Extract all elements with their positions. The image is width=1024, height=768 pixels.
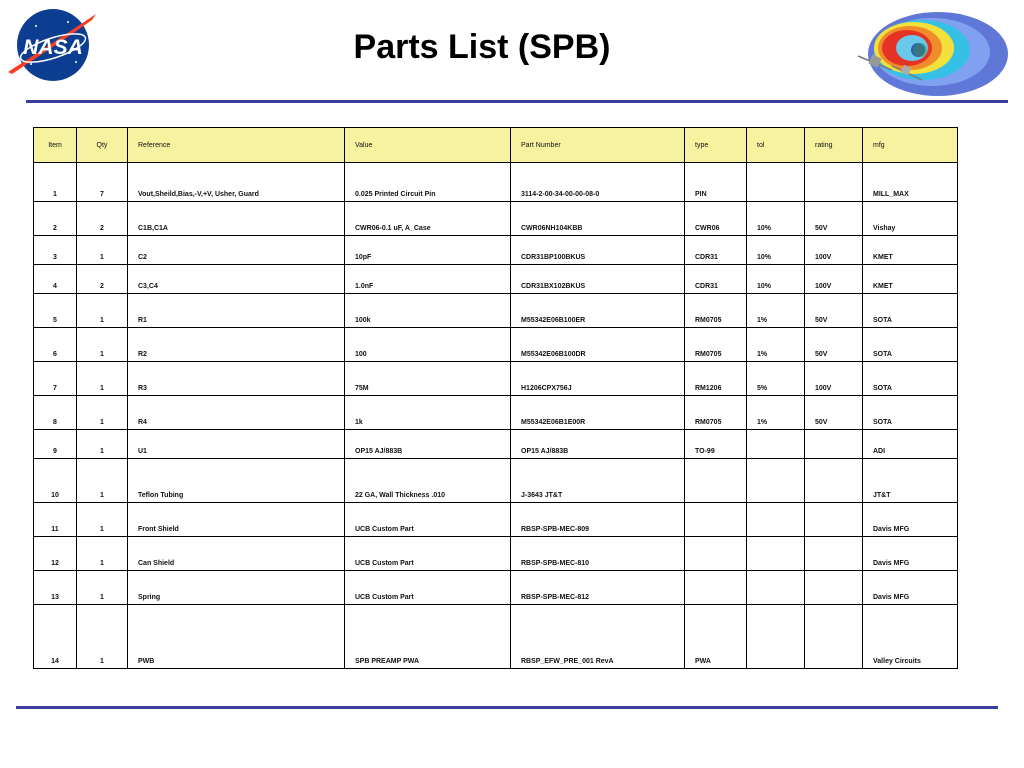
cell-part-number: RBSP_EFW_PRE_001 RevA: [511, 605, 685, 669]
cell-tol: 10%: [747, 236, 805, 265]
header-rating: rating: [805, 128, 863, 163]
cell-reference: C3,C4: [128, 265, 345, 294]
cell-item: 14: [34, 605, 77, 669]
cell-tol: [747, 430, 805, 459]
cell-mfg: Davis MFG: [863, 571, 958, 605]
cell-item: 12: [34, 537, 77, 571]
cell-qty: 1: [77, 459, 128, 503]
cell-item: 11: [34, 503, 77, 537]
table-header-row: [34, 128, 958, 163]
cell-type: [685, 503, 747, 537]
table-row: [34, 459, 958, 503]
cell-mfg: KMET: [863, 236, 958, 265]
cell-tol: [747, 503, 805, 537]
table-row: [34, 503, 958, 537]
table-row: [34, 430, 958, 459]
cell-qty: 1: [77, 362, 128, 396]
cell-type: [685, 537, 747, 571]
cell-rating: 100V: [805, 265, 863, 294]
cell-reference: Spring: [128, 571, 345, 605]
cell-value: 100k: [345, 294, 511, 328]
cell-type: RM0705: [685, 396, 747, 430]
cell-rating: 50V: [805, 202, 863, 236]
cell-reference: C1B,C1A: [128, 202, 345, 236]
cell-reference: PWB: [128, 605, 345, 669]
header-tol: tol: [747, 128, 805, 163]
table-row: [34, 294, 958, 328]
cell-rating: [805, 537, 863, 571]
cell-item: 8: [34, 396, 77, 430]
cell-value: SPB PREAMP PWA: [345, 605, 511, 669]
cell-rating: 50V: [805, 396, 863, 430]
cell-rating: [805, 163, 863, 202]
header-reference: Reference: [128, 128, 345, 163]
cell-value: 75M: [345, 362, 511, 396]
bottom-divider: [16, 706, 998, 709]
cell-value: 100: [345, 328, 511, 362]
cell-reference: R2: [128, 328, 345, 362]
table-row: [34, 236, 958, 265]
cell-qty: 1: [77, 430, 128, 459]
header-value: Value: [345, 128, 511, 163]
cell-part-number: OP15 AJ/883B: [511, 430, 685, 459]
cell-mfg: ADI: [863, 430, 958, 459]
cell-rating: [805, 459, 863, 503]
cell-tol: [747, 163, 805, 202]
cell-type: TO-99: [685, 430, 747, 459]
cell-part-number: CWR06NH104KBB: [511, 202, 685, 236]
cell-mfg: MILL_MAX: [863, 163, 958, 202]
cell-value: 1.0nF: [345, 265, 511, 294]
cell-type: RM0705: [685, 294, 747, 328]
cell-item: 10: [34, 459, 77, 503]
cell-reference: Front Shield: [128, 503, 345, 537]
cell-type: RM1206: [685, 362, 747, 396]
table-row: [34, 202, 958, 236]
cell-rating: [805, 605, 863, 669]
cell-value: 22 GA, Wall Thickness .010: [345, 459, 511, 503]
cell-item: 2: [34, 202, 77, 236]
cell-part-number: M55342E06B100ER: [511, 294, 685, 328]
cell-qty: 1: [77, 503, 128, 537]
cell-mfg: SOTA: [863, 294, 958, 328]
cell-item: 5: [34, 294, 77, 328]
cell-qty: 2: [77, 265, 128, 294]
cell-qty: 1: [77, 236, 128, 265]
cell-type: PIN: [685, 163, 747, 202]
cell-part-number: 3114-2-00-34-00-00-08-0: [511, 163, 685, 202]
cell-type: CDR31: [685, 265, 747, 294]
cell-rating: 100V: [805, 236, 863, 265]
cell-mfg: Vishay: [863, 202, 958, 236]
cell-reference: C2: [128, 236, 345, 265]
cell-reference: Teflon Tubing: [128, 459, 345, 503]
cell-item: 7: [34, 362, 77, 396]
cell-type: CDR31: [685, 236, 747, 265]
cell-value: UCB Custom Part: [345, 537, 511, 571]
cell-tol: 1%: [747, 328, 805, 362]
cell-item: 3: [34, 236, 77, 265]
cell-rating: 50V: [805, 328, 863, 362]
header-type: type: [685, 128, 747, 163]
cell-qty: 1: [77, 605, 128, 669]
cell-rating: 100V: [805, 362, 863, 396]
cell-tol: [747, 571, 805, 605]
cell-part-number: CDR31BP100BKUS: [511, 236, 685, 265]
table-row: [34, 265, 958, 294]
cell-reference: Vout,Sheild,Bias,-V,+V, Usher, Guard: [128, 163, 345, 202]
cell-mfg: Valley Circuits: [863, 605, 958, 669]
cell-reference: R1: [128, 294, 345, 328]
cell-value: OP15 AJ/883B: [345, 430, 511, 459]
cell-type: CWR06: [685, 202, 747, 236]
cell-qty: 1: [77, 537, 128, 571]
cell-tol: [747, 537, 805, 571]
page-title: Parts List (SPB): [353, 28, 611, 66]
cell-value: CWR06-0.1 uF, A_Case: [345, 202, 511, 236]
cell-rating: [805, 571, 863, 605]
cell-mfg: SOTA: [863, 362, 958, 396]
table-row: [34, 396, 958, 430]
table-row: [34, 571, 958, 605]
table-row: [34, 537, 958, 571]
cell-part-number: RBSP-SPB-MEC-809: [511, 503, 685, 537]
cell-tol: 10%: [747, 202, 805, 236]
table-row: [34, 362, 958, 396]
cell-item: 1: [34, 163, 77, 202]
table-row: [34, 328, 958, 362]
cell-reference: R3: [128, 362, 345, 396]
cell-qty: 1: [77, 571, 128, 605]
cell-part-number: M55342E06B1E00R: [511, 396, 685, 430]
cell-item: 13: [34, 571, 77, 605]
cell-mfg: KMET: [863, 265, 958, 294]
cell-mfg: Davis MFG: [863, 537, 958, 571]
cell-tol: 1%: [747, 396, 805, 430]
top-divider: [26, 100, 1008, 103]
cell-reference: U1: [128, 430, 345, 459]
cell-reference: R4: [128, 396, 345, 430]
cell-value: 0.025 Printed Circuit Pin: [345, 163, 511, 202]
cell-part-number: RBSP-SPB-MEC-812: [511, 571, 685, 605]
cell-qty: 7: [77, 163, 128, 202]
cell-qty: 1: [77, 294, 128, 328]
cell-value: 1k: [345, 396, 511, 430]
header-qty: Qty: [77, 128, 128, 163]
cell-tol: 5%: [747, 362, 805, 396]
table-row: [34, 163, 958, 202]
table-row: [34, 605, 958, 669]
cell-mfg: SOTA: [863, 328, 958, 362]
cell-qty: 2: [77, 202, 128, 236]
cell-rating: [805, 430, 863, 459]
cell-part-number: M55342E06B100DR: [511, 328, 685, 362]
cell-item: 4: [34, 265, 77, 294]
cell-tol: [747, 605, 805, 669]
cell-type: RM0705: [685, 328, 747, 362]
cell-reference: Can Shield: [128, 537, 345, 571]
cell-item: 9: [34, 430, 77, 459]
nasa-logo-text: NASA: [23, 36, 83, 59]
cell-value: UCB Custom Part: [345, 571, 511, 605]
cell-type: [685, 459, 747, 503]
cell-mfg: SOTA: [863, 396, 958, 430]
cell-part-number: CDR31BX102BKUS: [511, 265, 685, 294]
cell-item: 6: [34, 328, 77, 362]
cell-part-number: J-3643 JT&T: [511, 459, 685, 503]
cell-mfg: Davis MFG: [863, 503, 958, 537]
cell-rating: [805, 503, 863, 537]
header-mfg: mfg: [863, 128, 958, 163]
cell-qty: 1: [77, 328, 128, 362]
cell-value: 10pF: [345, 236, 511, 265]
cell-type: [685, 571, 747, 605]
cell-part-number: RBSP-SPB-MEC-810: [511, 537, 685, 571]
cell-type: PWA: [685, 605, 747, 669]
cell-tol: 10%: [747, 265, 805, 294]
parts-table: [33, 127, 958, 669]
cell-qty: 1: [77, 396, 128, 430]
header-part-number: Part Number: [511, 128, 685, 163]
cell-mfg: JT&T: [863, 459, 958, 503]
cell-part-number: H1206CPX756J: [511, 362, 685, 396]
cell-rating: 50V: [805, 294, 863, 328]
cell-tol: 1%: [747, 294, 805, 328]
header-item: Item: [34, 128, 77, 163]
cell-tol: [747, 459, 805, 503]
cell-value: UCB Custom Part: [345, 503, 511, 537]
